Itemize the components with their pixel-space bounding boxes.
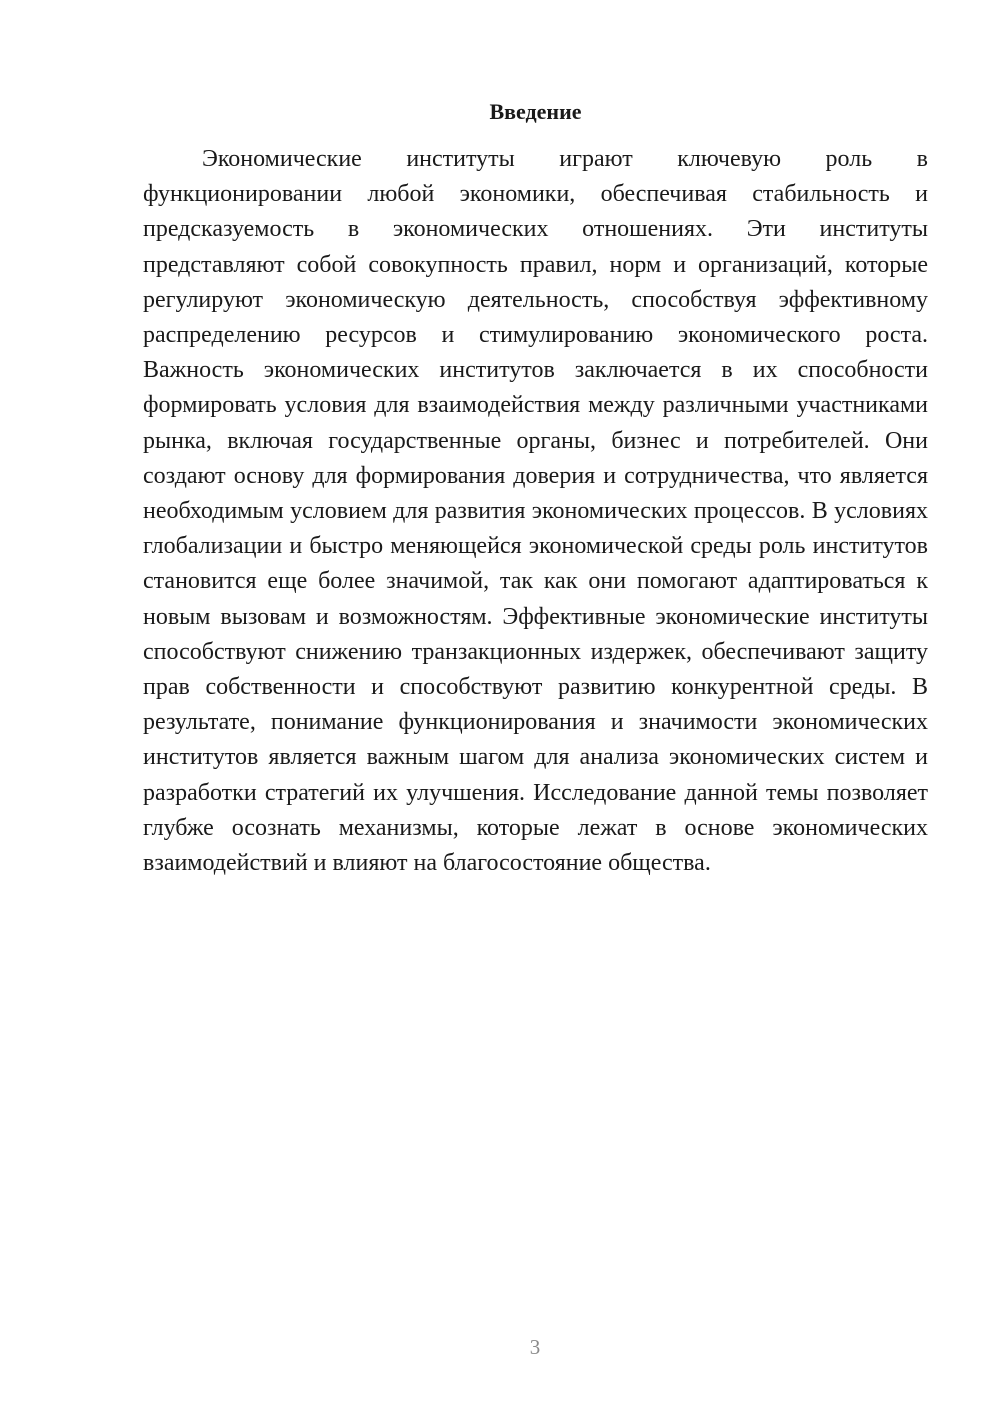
- section-heading: Введение: [489, 99, 582, 124]
- body-paragraph: Экономические институты играют ключевую роль в функционировании любой экономики, обеспечивая стабильность и предсказуемость в экономических отношениях. Эти институты представляют собой совокупность правил, норм и организаций, которые регулируют экономическую деятельность, способствуя эффективному распределению ресурсов и стимулированию экономического роста. Важность экономических институтов заключается в их способности формировать условия для взаимодействия между различными участниками рынка, включая государственные органы, бизнес и потребителей. Они создают основу для формирования доверия и сотрудничества, что является необходимым условием для развития экономических процессов. В условиях глобализации и быстро меняющейся экономической среды роль институтов становится еще более значимой, так как они помогают адаптироваться к новым вызовам и возможностям. Эффективные экономические институты способствуют снижению транзакционных издержек, обеспечивают защиту прав собственности и способствуют развитию конкурентной среды. В результате, понимание функционирования и значимости экономических институтов является важным шагом для анализа экономических систем и разработки стратегий их улучшения. Исследование данной темы позволяет глубже осознать механизмы, которые лежат в основе экономических взаимодействий и влияют на благосостояние общества.: [143, 146, 928, 877]
- page-number: 3: [529, 1335, 541, 1359]
